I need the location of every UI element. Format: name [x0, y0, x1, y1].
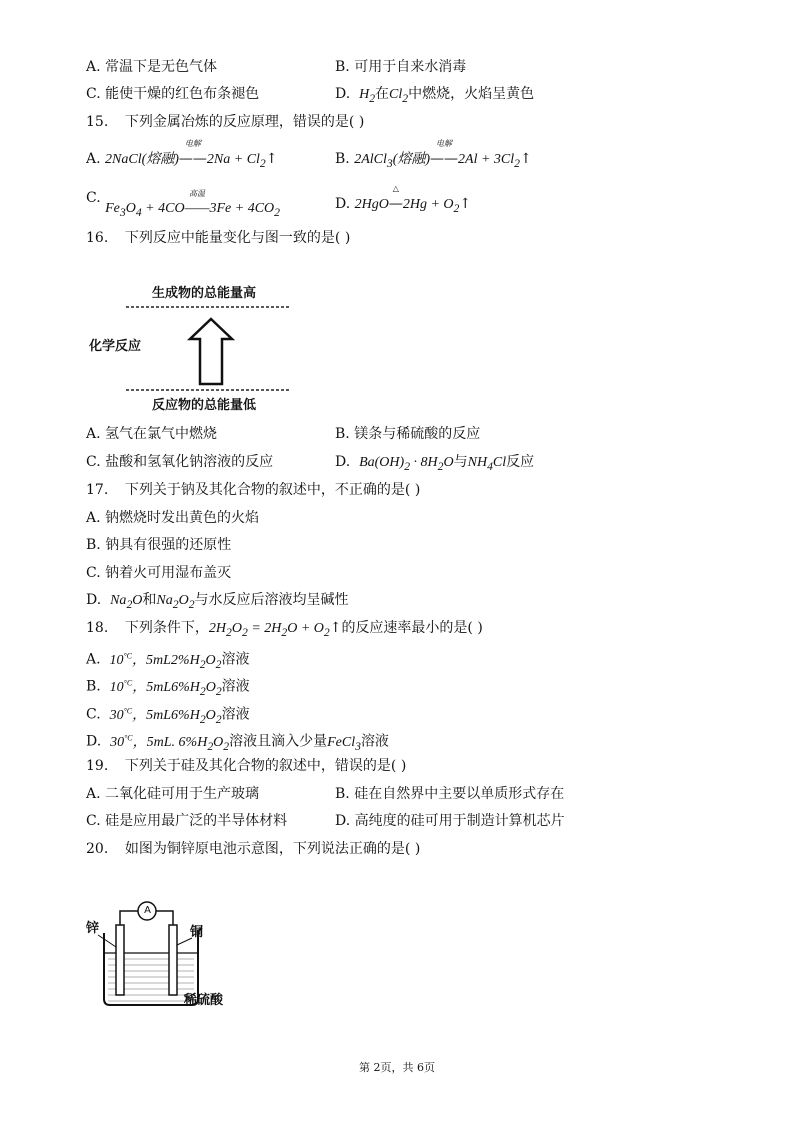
q16-option-b: B. 镁条与稀硫酸的反应: [335, 426, 481, 442]
formula: 2Hg + O: [402, 197, 454, 212]
product-energy-label: 生成物的总能量高: [152, 286, 257, 301]
condition: $10^{^\circ C}$，$5mL2\%H_2O_2$: [109, 651, 222, 671]
text: 反应: [506, 454, 535, 470]
gas-arrow: ↑: [265, 151, 278, 167]
formula: $H_2$: [359, 87, 376, 105]
q17-stem: [86, 481, 420, 499]
formula: 2NaCl(熔融): [105, 152, 179, 167]
copper-electrode: [169, 925, 177, 995]
q16-option-c: C. 盐酸和氢氧化钠溶液的反应: [86, 454, 274, 470]
question-text: 下列金属冶炼的反应原理，错误的是( ): [124, 114, 365, 130]
zinc-electrode: [116, 925, 124, 995]
text: 与: [453, 454, 468, 470]
condition: $10^{^\circ C}$，$5mL6\%H_2O_2$: [109, 678, 222, 698]
formula: $Na_2O_2$: [156, 593, 195, 611]
question-text: 下列关于钠及其化合物的叙述中，不正确的是( ): [124, 482, 421, 498]
zinc-pointer: [98, 935, 116, 947]
question-number: 16.: [86, 230, 109, 246]
text: 和: [142, 592, 157, 608]
page-footer: 第 2页，共 6页: [359, 1061, 435, 1074]
formula: FeCl$_3$: [327, 734, 361, 753]
q16-option-d: [335, 453, 534, 476]
formula: $Fe_3O_4 + 4CO$ 高温 ——3Fe + $4CO_2$: [105, 189, 280, 219]
q15-option-c: [86, 189, 280, 219]
condition: $30^{^\circ C}$，$5mL6\%H_2O_2$: [109, 706, 222, 726]
reaction-label: 化学反应: [89, 339, 142, 354]
option-letter: C.: [86, 190, 101, 206]
formula: 2Al + 3Cl: [458, 152, 515, 167]
option-letter: C.: [86, 706, 101, 723]
option-letter: B.: [335, 151, 350, 167]
option-letter: D.: [335, 196, 351, 212]
reaction-condition: 电解 ——: [430, 139, 459, 167]
question-number: 15.: [86, 114, 109, 130]
option-letter: D.: [335, 454, 351, 470]
text: 中燃烧，火焰呈黄色: [408, 86, 535, 102]
formula: 2HgO: [354, 197, 389, 212]
condition: $30^{^\circ C}$，5mL. $6\%H_2O_2$: [110, 733, 230, 753]
galvanic-cell-figure: [82, 895, 252, 1013]
q18-option-b: [86, 674, 250, 700]
text: 溶液且滴入少量: [229, 733, 328, 750]
gas-arrow: ↑: [519, 151, 532, 167]
q17-option-d: [86, 591, 349, 614]
question-number: 17.: [86, 482, 109, 498]
zinc-label: 锌: [86, 921, 100, 936]
ammeter-label: A: [144, 905, 151, 916]
reaction-condition: 电解 ——: [178, 139, 207, 167]
copper-label: 铜: [190, 925, 204, 940]
formula: $Na_2O$: [110, 593, 143, 611]
question-text: 的反应速率最小的是( ): [341, 620, 483, 636]
subscript: 2: [453, 201, 460, 215]
text: 溶液: [221, 706, 250, 723]
up-arrow-icon: [190, 319, 232, 384]
q14-option-d: [335, 85, 534, 108]
question-number: 18.: [86, 620, 109, 636]
option-letter: A.: [86, 151, 101, 167]
q19-stem: [86, 757, 406, 775]
option-letter: A.: [86, 651, 101, 668]
question-number: 20.: [86, 841, 109, 857]
option-letter: D.: [86, 733, 102, 750]
q15-option-b: [335, 139, 532, 173]
formula: $NH_4Cl$: [467, 455, 507, 473]
acid-label: 稀硫酸: [184, 993, 224, 1008]
formula: 2AlCl$_3$(熔融): [354, 152, 431, 170]
formula: $Cl_2$: [389, 87, 409, 105]
q15-stem: [86, 113, 364, 131]
q15-option-a: [86, 139, 278, 173]
q17-option-a: A. 钠燃烧时发出黄色的火焰: [86, 510, 260, 526]
equation: $2H_2O_2 = 2H_2O + O_2$: [208, 621, 330, 639]
q19-option-b: B. 硅在自然界中主要以单质形式存在: [335, 786, 565, 802]
option-letter: D.: [335, 86, 351, 102]
formula: 2Na + Cl: [206, 152, 260, 167]
text: 溶液: [221, 651, 250, 668]
question-text: 如图为铜锌原电池示意图，下列说法正确的是( ): [124, 841, 421, 857]
q19-option-d: D. 高纯度的硅可用于制造计算机芯片: [335, 813, 565, 829]
option-letter: D.: [86, 592, 102, 608]
q14-option-a: A. 常温下是无色气体: [86, 59, 218, 75]
reactant-energy-label: 反应物的总能量低: [152, 398, 257, 413]
q17-option-c: C. 钠着火可用湿布盖灭: [86, 565, 232, 581]
q18-stem: [86, 619, 483, 642]
text: 与水反应后溶液均呈碱性: [194, 592, 349, 608]
formula: $Ba(OH)_2 \cdot 8H_2O$: [359, 455, 454, 473]
q16-option-a: A. 氢气在氯气中燃烧: [86, 426, 218, 442]
text: 溶液: [360, 733, 389, 750]
question-text: 下列反应中能量变化与图一致的是( ): [124, 230, 351, 246]
text: 溶液: [221, 678, 250, 695]
q18-option-c: [86, 702, 250, 728]
text: 在: [375, 86, 390, 102]
energy-diagram: [80, 282, 300, 422]
gas-arrow: ↑: [459, 196, 472, 212]
reaction-condition: 高温 ——: [184, 189, 210, 216]
question-text: 下列关于硅及其化合物的叙述中，错误的是( ): [124, 758, 407, 774]
reaction-condition: △ —: [388, 184, 403, 212]
q14-option-b: B. 可用于自来水消毒: [335, 59, 467, 75]
q18-option-a: [86, 647, 249, 673]
question-text: 下列条件下，: [124, 620, 209, 636]
option-letter: B.: [86, 678, 101, 695]
q19-option-c: C. 硅是应用最广泛的半导体材料: [86, 813, 288, 829]
galvanic-cell-diagram: [82, 895, 252, 1013]
q18-option-d: [86, 729, 389, 755]
q15-option-d: [335, 184, 472, 218]
gas-arrow: ↑: [329, 620, 342, 636]
subscript: 2: [514, 156, 520, 170]
question-number: 19.: [86, 758, 109, 774]
q19-option-a: A. 二氧化硅可用于生产玻璃: [86, 786, 260, 802]
subscript: 2: [259, 156, 266, 170]
q17-option-b: B. 钠具有很强的还原性: [86, 537, 232, 553]
q14-option-c: C. 能使干燥的红色布条褪色: [86, 86, 260, 102]
q20-stem: [86, 840, 420, 858]
q16-stem: [86, 229, 350, 247]
